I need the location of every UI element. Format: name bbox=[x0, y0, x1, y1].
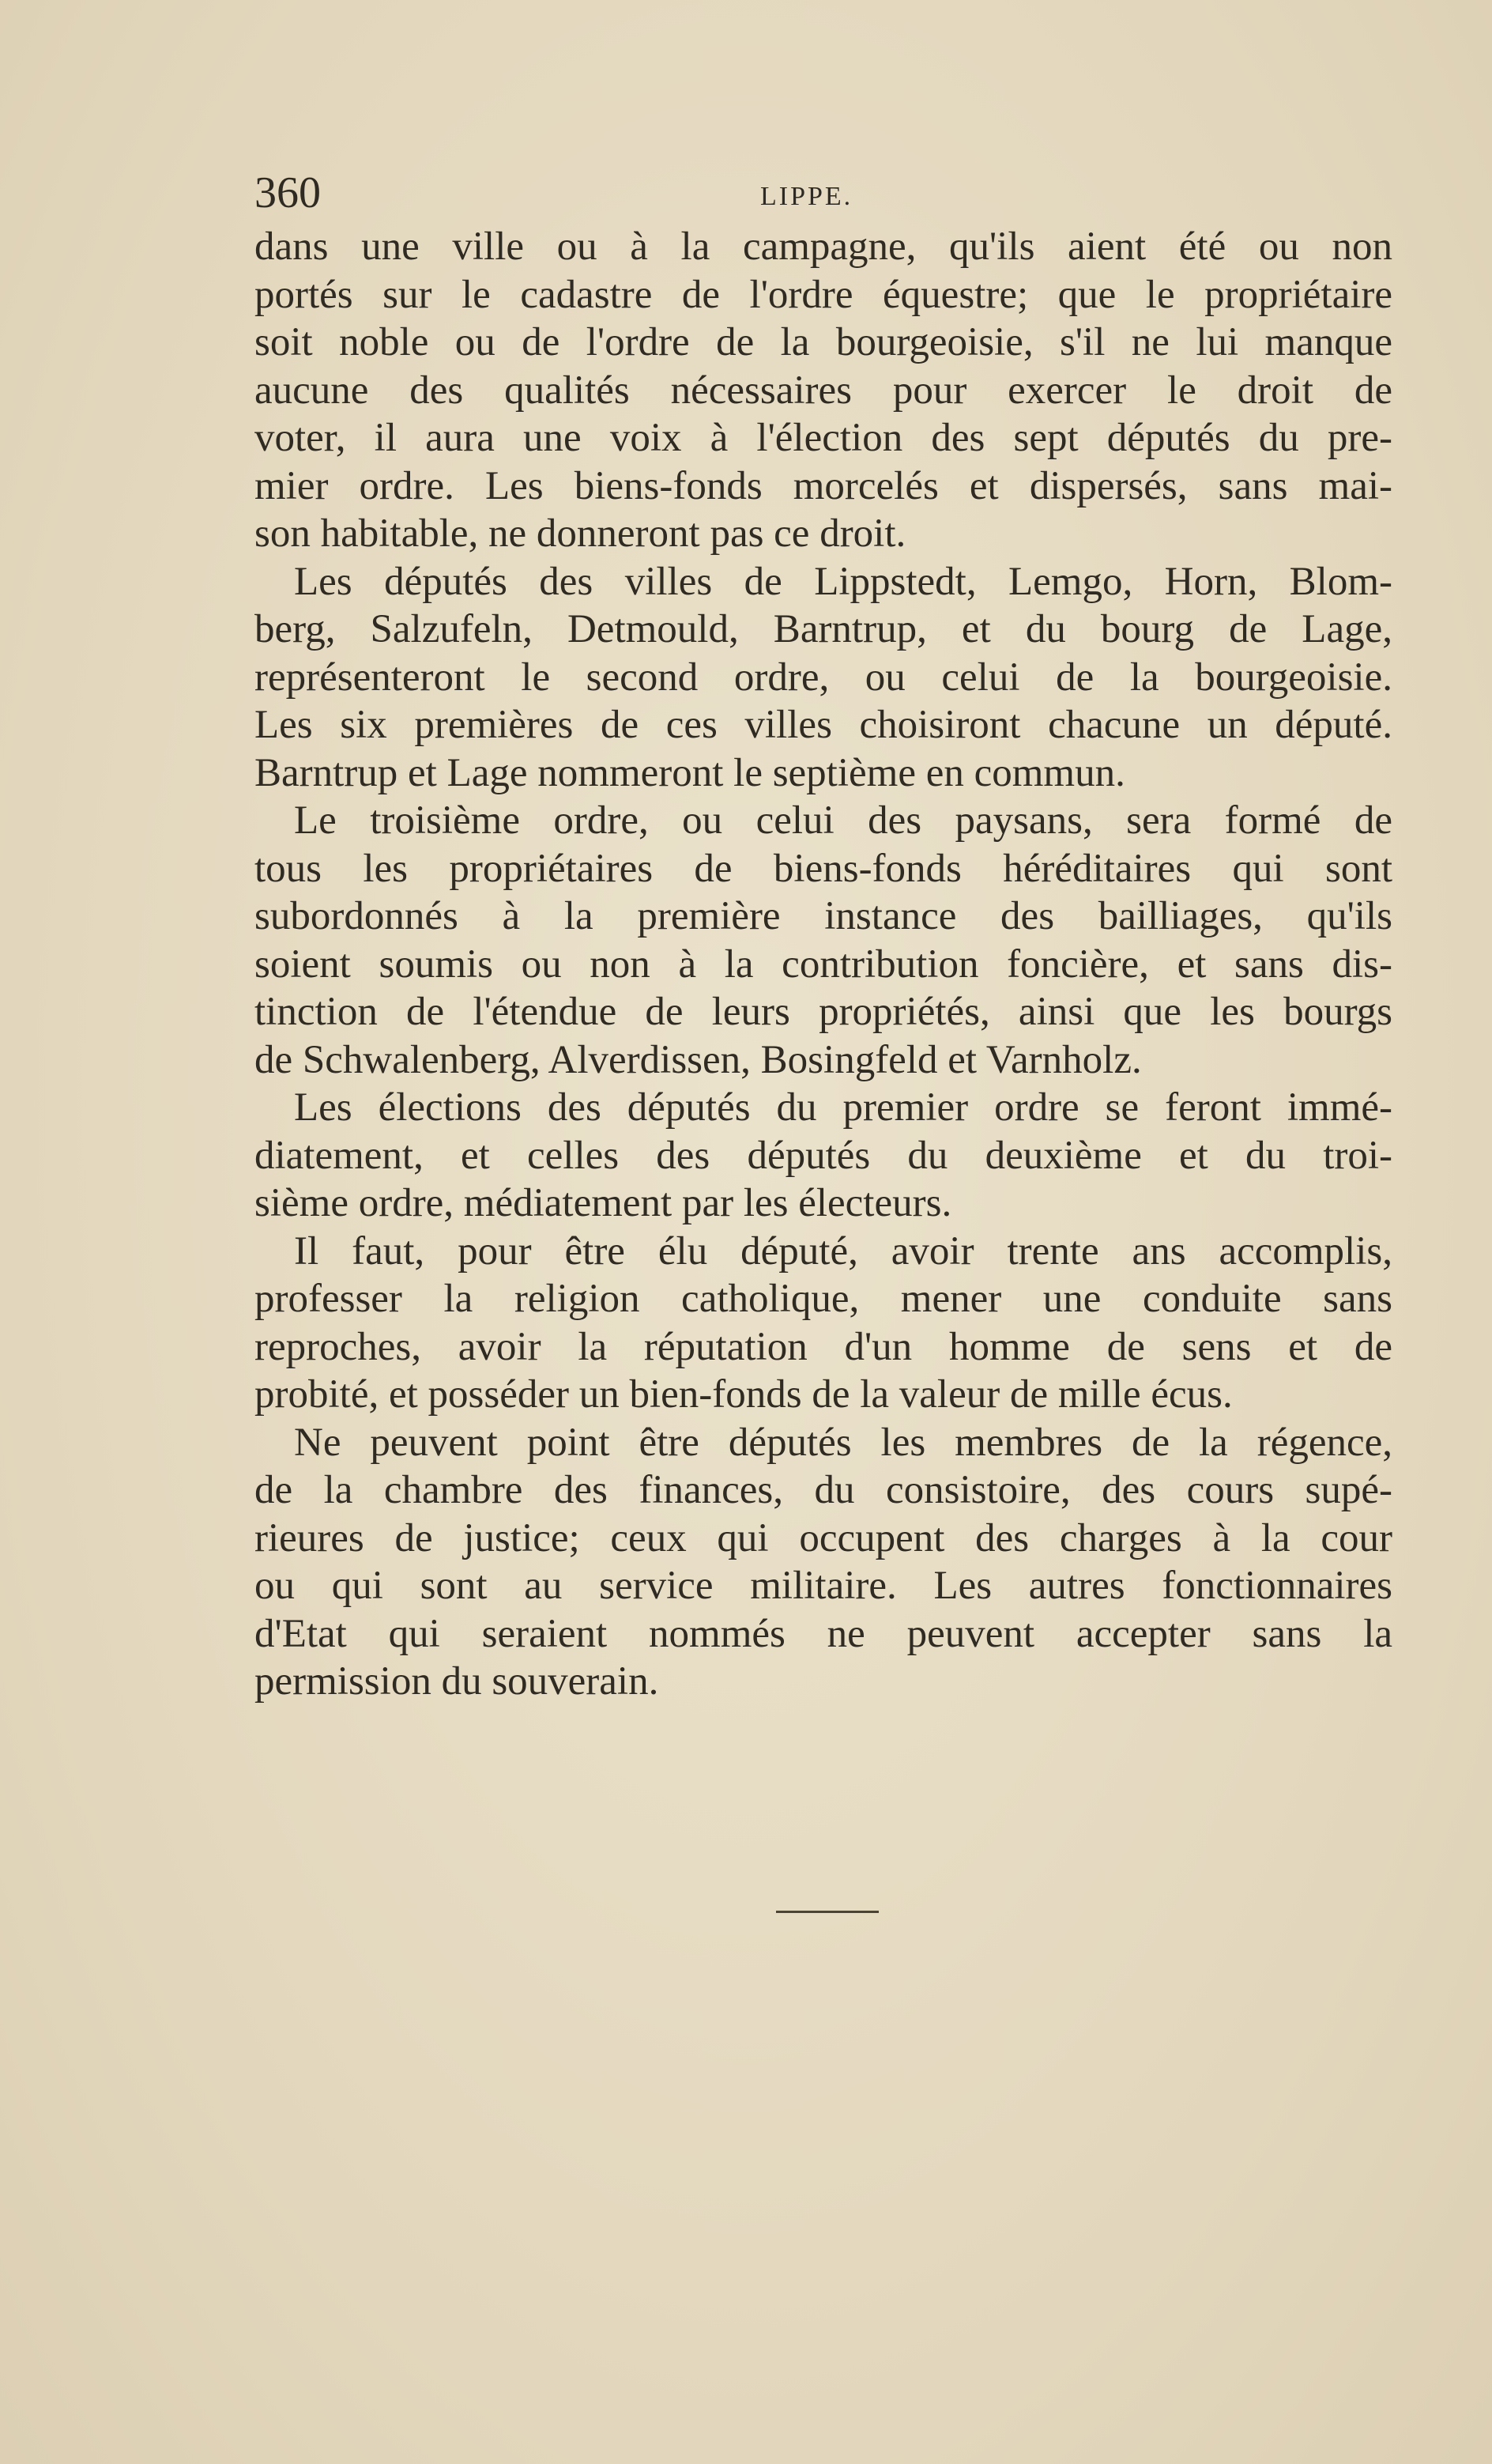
text-line: berg, Salzufeln, Detmould, Barntrup, et du bourg de Lage, bbox=[254, 607, 1392, 651]
text-line: soient soumis ou non à la contribution foncière, et sans dis- bbox=[254, 941, 1392, 987]
text-line: sième ordre, médiatement par les électeurs. bbox=[254, 1181, 952, 1225]
text-line: d'Etat qui seraient nommés ne peuvent accepter sans la bbox=[254, 1611, 1392, 1656]
text-line: rieures de justice; ceux qui occupent des charges à la cour bbox=[254, 1515, 1392, 1560]
text-line: portés sur le cadastre de l'ordre équestre; que le propriétaire bbox=[254, 272, 1392, 317]
text-line: Les élections des députés du premier ordre se feront immé- bbox=[294, 1085, 1392, 1130]
text-line: subordonnés à la première instance des bailliages, qu'ils bbox=[254, 894, 1392, 938]
text-line: professer la religion catholique, mener une conduite sans bbox=[254, 1277, 1392, 1321]
text-line: Les députés des villes de Lippstedt, Lemgo, Horn, Blom- bbox=[294, 559, 1392, 604]
page-number: 360 bbox=[254, 168, 321, 217]
text-line: mier ordre. Les biens-fonds morcelés et dispersés, sans mai- bbox=[254, 463, 1392, 508]
text-line: ou qui sont au service militaire. Les autres fonctionnaires bbox=[254, 1564, 1392, 1608]
text-line: Barntrup et Lage nommeront le septième en commun. bbox=[254, 750, 1125, 795]
text-line: de Schwalenberg, Alverdissen, Bosingfeld et Varnholz. bbox=[254, 1037, 1142, 1082]
text-line: diatement, et celles des députés du deuxième et du troi- bbox=[254, 1133, 1392, 1178]
text-line: Il faut, pour être élu député, avoir trente ans accomplis, bbox=[294, 1228, 1392, 1274]
text-line: Ne peuvent point être députés les membres de la régence, bbox=[294, 1420, 1392, 1465]
text-line: dans une ville ou à la campagne, qu'ils aient été ou non bbox=[254, 225, 1392, 269]
text-line: reproches, avoir la réputation d'un homme de sens et de bbox=[254, 1324, 1392, 1369]
text-line: son habitable, ne donneront pas ce droit. bbox=[254, 511, 906, 556]
text-line: Les six premières de ces villes choisiront chacune un député. bbox=[254, 703, 1392, 747]
text-line: de la chambre des finances, du consistoire, des cours supé- bbox=[254, 1468, 1392, 1512]
text-line: représenteront le second ordre, ou celui de la bourgeoisie. bbox=[254, 655, 1392, 700]
text-line: tinction de l'étendue de leurs propriétés, ainsi que les bourgs bbox=[254, 990, 1392, 1034]
text-line: Le troisième ordre, ou celui des paysans, sera formé de bbox=[294, 798, 1392, 843]
running-head: LIPPE. bbox=[760, 182, 853, 211]
text-line: tous les propriétaires de biens-fonds héréditaires qui sont bbox=[254, 846, 1392, 891]
text-line: soit noble ou de l'ordre de la bourgeoisie, s'il ne lui manque bbox=[254, 320, 1392, 364]
text-line: aucune des qualités nécessaires pour exercer le droit de bbox=[254, 368, 1392, 413]
page-header bbox=[254, 169, 1392, 217]
body-text bbox=[254, 223, 1392, 1706]
text-line: voter, il aura une voix à l'élection des sept députés du pre- bbox=[254, 416, 1392, 460]
end-rule bbox=[776, 1911, 879, 1913]
text-line: probité, et posséder un bien-fonds de la valeur de mille écus. bbox=[254, 1372, 1233, 1417]
text-line: permission du souverain. bbox=[254, 1659, 659, 1704]
